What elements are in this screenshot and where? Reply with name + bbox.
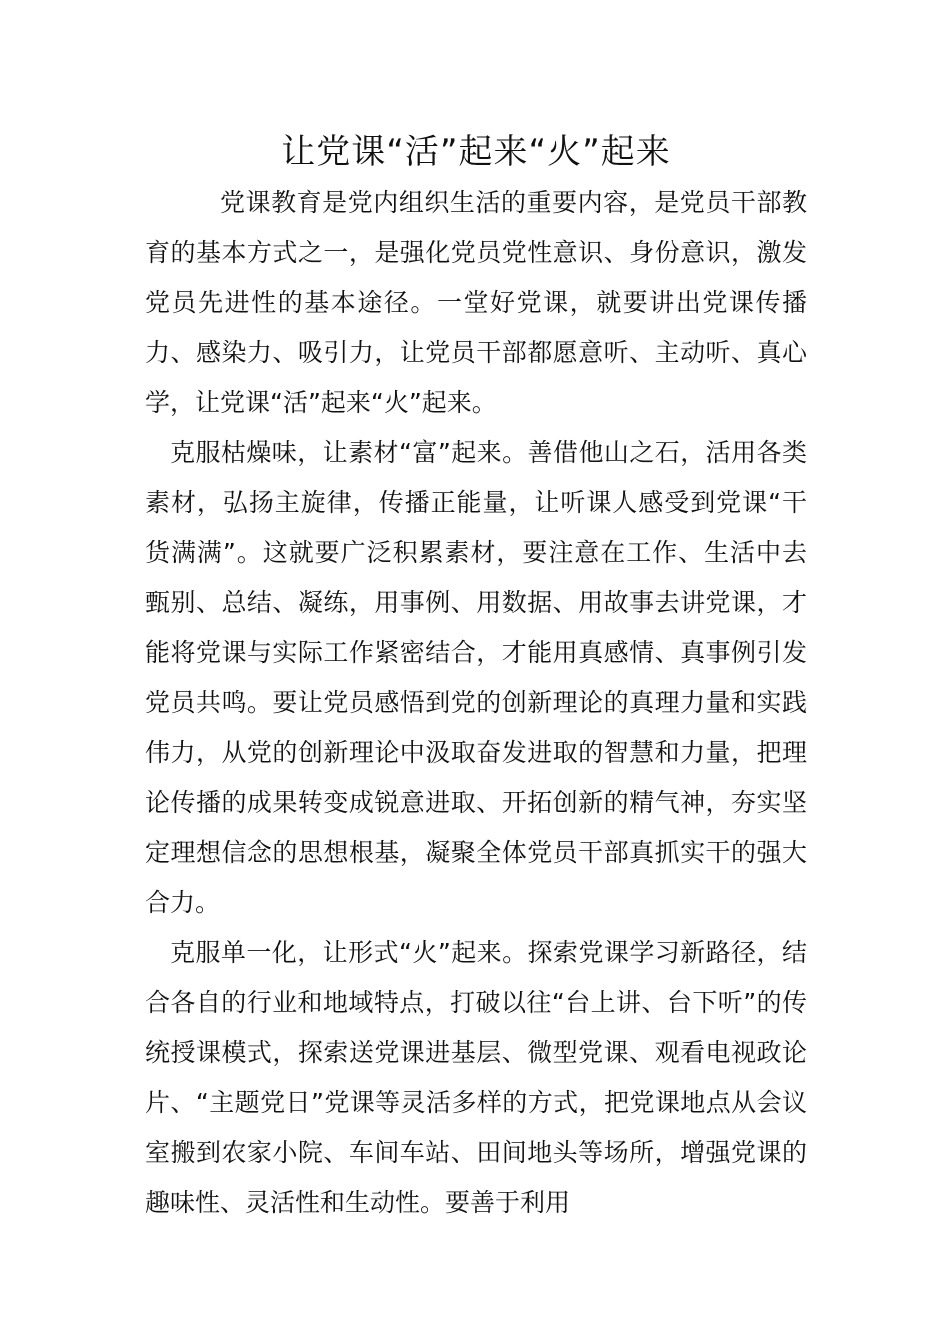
document-page: [145, 126, 807, 1228]
document-title: 让党课“活”起来“火”起来: [281, 132, 671, 172]
paragraph-materials: 克服枯燥味，让素材“富”起来。善借他山之石，活用各类素材，弘扬主旋律，传播正能量，让听课人感受到党课“干货满满”。这就要广泛积累素材，要注意在工作、生活中去甄别、总结、凝练，用事例、用数据、用故事去讲党课，才能将党课与实际工作紧密结合，才能用真感情、真事例引发党员共鸣。要让党员感悟到党的创新理论的真理力量和实践伟力，从党的创新理论中汲取奋发进取的智慧和力量，把理论传播的成果转变成锐意进取、开拓创新的精气神，夯实坚定理想信念的思想根基，凝聚全体党员干部真抓实干的强大合力。: [145, 438, 807, 917]
paragraph-forms: 克服单一化，让形式“火”起来。探索党课学习新路径，结合各自的行业和地域特点，打破以往“台上讲、台下听”的传统授课模式，探索送党课进基层、微型党课、观看电视政论片、“主题党日”党课等灵活多样的方式，把党课地点从会议室搬到农家小院、车间车站、田间地头等场所，增强党课的趣味性、灵活性和生动性。要善于利用: [145, 938, 807, 1217]
paragraph-intro: 党课教育是党内组织生活的重要内容，是党员干部教育的基本方式之一，是强化党员党性意识、身份意识，激发党员先进性的基本途径。一堂好党课，就要讲出党课传播力、感染力、吸引力，让党员干部都愿意听、主动听、真心学，让党课“活”起来“火”起来。: [145, 188, 807, 417]
